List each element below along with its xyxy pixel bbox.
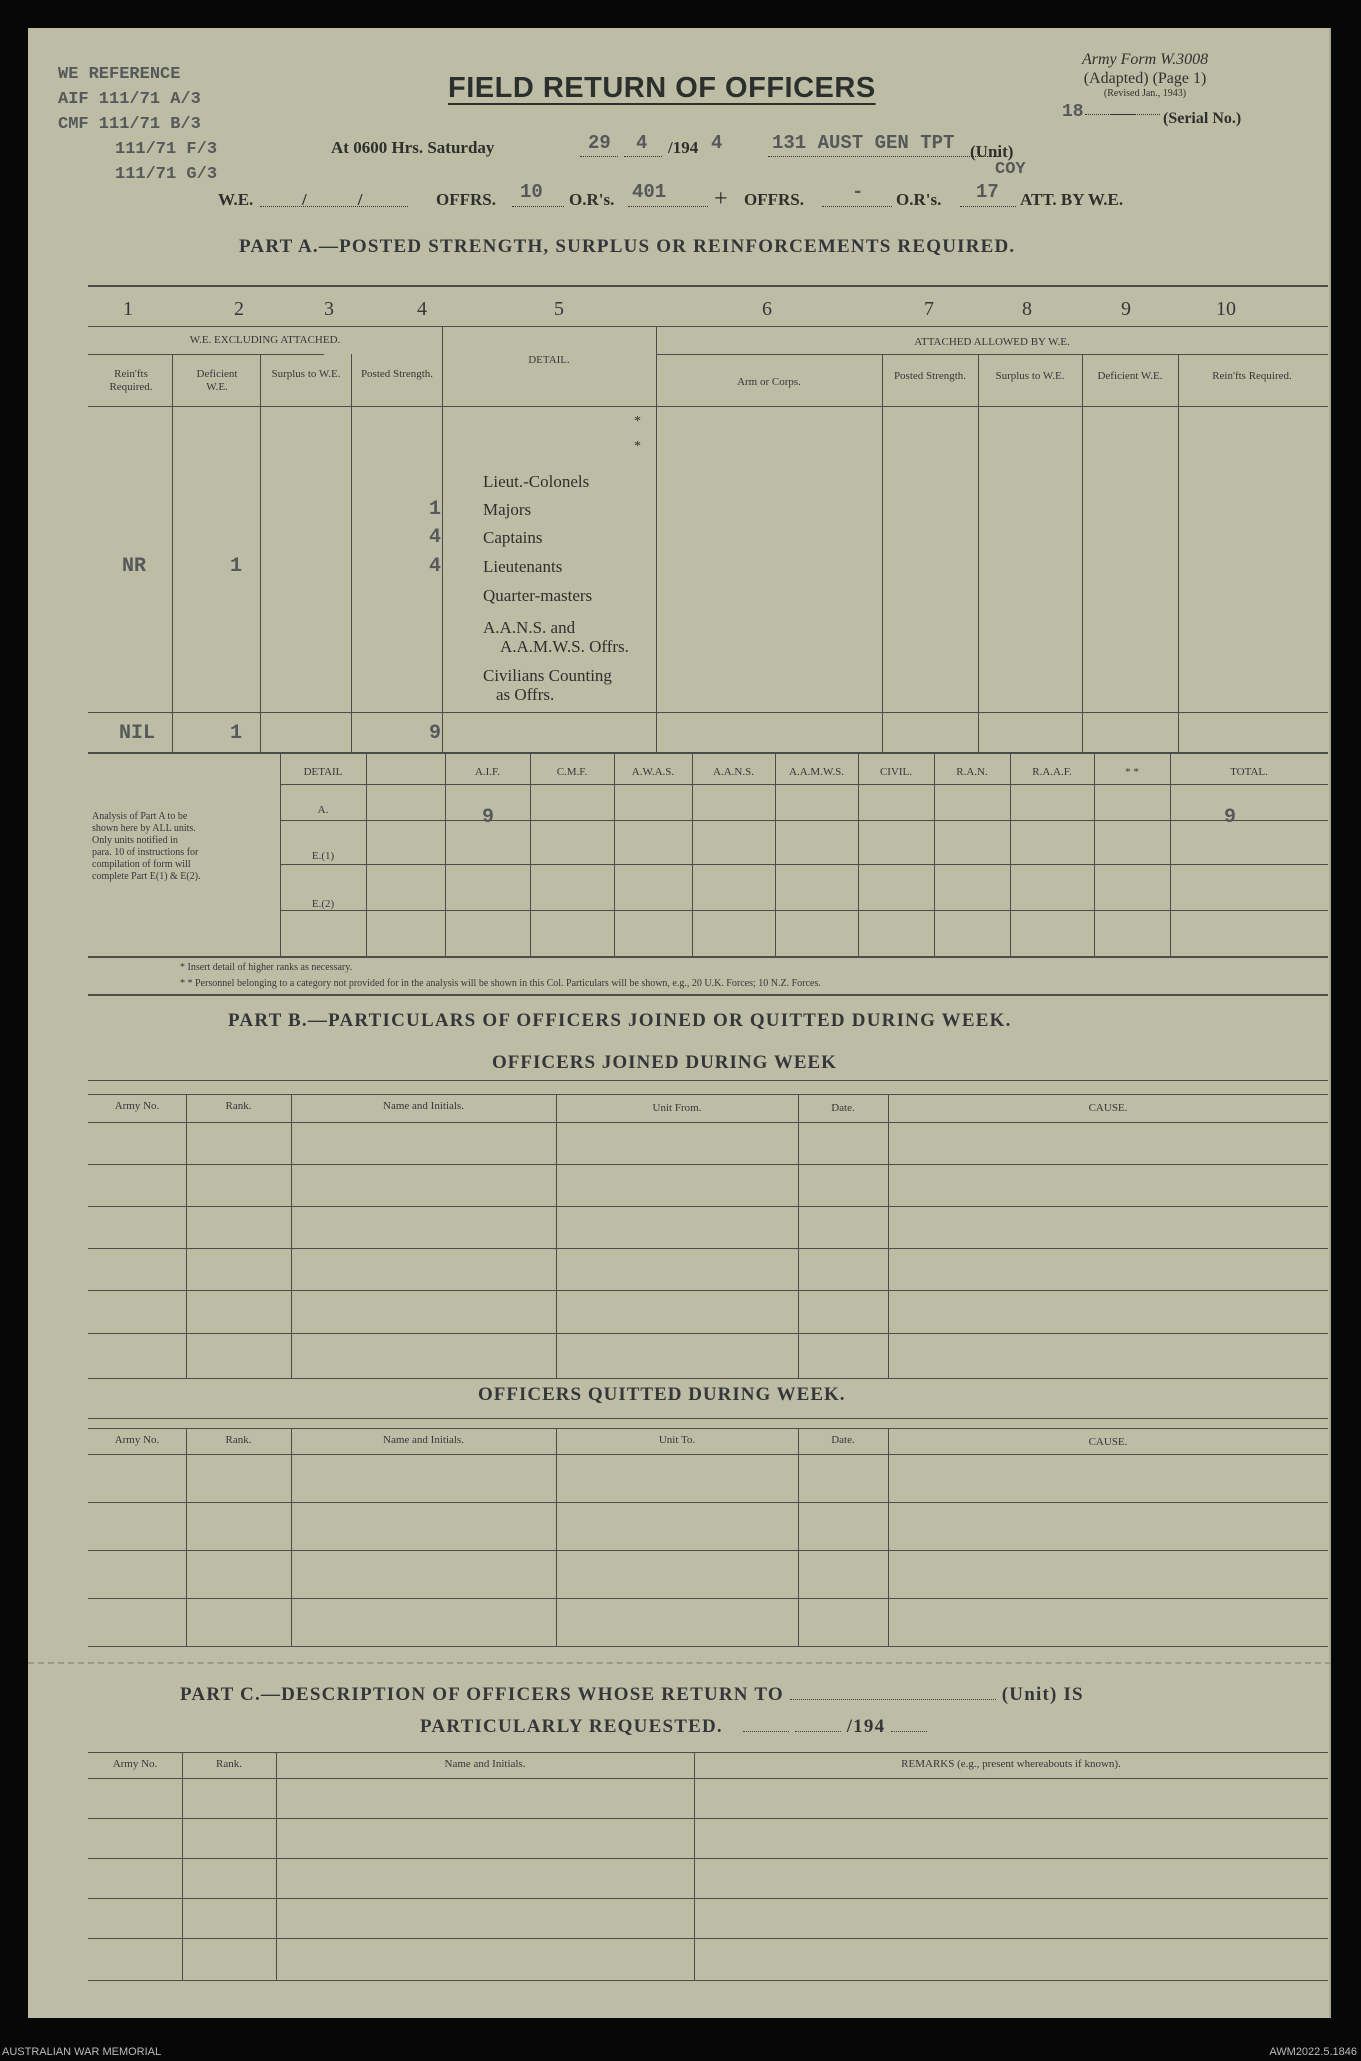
analysis-row-label: E.(2)	[311, 898, 335, 910]
we-reference-line: 111/71 G/3	[115, 165, 218, 184]
rank-label: Majors	[483, 500, 532, 519]
part-b-heading: PART B.—PARTICULARS OF OFFICERS JOINED OR QUITTED DURING WEEK.	[228, 1010, 1012, 1031]
part-c-requested: PARTICULARLY REQUESTED.	[420, 1716, 723, 1737]
part-c-year-blank	[891, 1731, 927, 1732]
arm-corps-head: Arm or Corps.	[737, 376, 801, 388]
analysis-note-line: para. 10 of instructions for	[92, 847, 199, 858]
at-hours-label: At 0600 Hrs. Saturday	[331, 138, 495, 157]
joined-col-head: Army No.	[114, 1100, 160, 1112]
footer-left: AUSTRALIAN WAR MEMORIAL	[2, 2046, 162, 2058]
rank-label: A.A.M.W.S. Offrs.	[500, 637, 629, 656]
ors-label: O.R's.	[569, 190, 615, 209]
serial-value: 18	[1062, 102, 1084, 122]
col-number: 2	[234, 298, 244, 320]
analysis-aif-value: 9	[482, 806, 495, 829]
footnote: * * Personnel belonging to a category not provided for in the analysis will be shown in this Col. Particulars will be shown, e.g., 20 U.K. Forces; 10 N.Z. Forces.	[180, 978, 821, 989]
analysis-head: A.A.N.S.	[713, 766, 754, 778]
analysis-head: A.W.A.S.	[631, 766, 675, 778]
att-label: ATT. BY W.E.	[1020, 190, 1124, 209]
part-c-col-head: REMARKS (e.g., present whereabouts if known).	[901, 1758, 1121, 1770]
part-a-heading: PART A.—POSTED STRENGTH, SURPLUS OR REINFORCEMENTS REQUIRED.	[239, 236, 1016, 257]
unit-line	[768, 156, 1000, 157]
rank-asterisk: *	[634, 439, 641, 454]
analysis-head: CIVIL.	[879, 766, 913, 778]
quitted-col-head: Name and Initials.	[383, 1434, 464, 1446]
rank-asterisk: *	[634, 414, 641, 429]
part-c-col-head: Name and Initials.	[444, 1758, 526, 1770]
perforation	[28, 1662, 1331, 1664]
analysis-head: A.I.F.	[474, 766, 501, 778]
ors-line	[628, 206, 708, 207]
ors2-value: 17	[976, 181, 999, 203]
date-day-line	[580, 156, 618, 157]
analysis-note	[92, 811, 276, 883]
part-c-col-head: Army No.	[112, 1758, 158, 1770]
page-title: FIELD RETURN OF OFFICERS	[448, 72, 876, 104]
reinf-lieutenants: NR	[122, 555, 147, 578]
analysis-note-line: Only units notified in	[92, 835, 178, 846]
col-head: Surplus to W.E.	[995, 370, 1065, 382]
analysis-head: C.M.F.	[556, 766, 588, 778]
offrs-line	[512, 206, 564, 207]
part-c-date-blank	[795, 1731, 841, 1732]
analysis-note-line: Analysis of Part A to be	[92, 811, 188, 822]
total-reinf: NIL	[119, 722, 156, 745]
rank-label: Lieutenants	[483, 557, 563, 576]
form-line: (Adapted) (Page 1)	[1083, 70, 1207, 87]
posted-captains: 4	[429, 526, 442, 549]
we-reference	[58, 62, 217, 187]
form-line: Army Form W.3008	[1082, 51, 1209, 68]
col-number: 6	[762, 298, 772, 320]
form-sheet	[28, 28, 1331, 2018]
offrs2-value: -	[852, 181, 864, 203]
rank-label: as Offrs.	[496, 685, 555, 704]
rank-label: Quarter-masters	[483, 586, 593, 605]
deficient-lieutenants: 1	[230, 555, 243, 578]
offrs-label: OFFRS.	[436, 190, 496, 209]
quitted-col-head: Date.	[831, 1434, 855, 1446]
col-head: Posted Strength.	[360, 368, 434, 380]
analysis-head: R.A.N.	[956, 766, 988, 778]
quitted-col-head: Unit To.	[658, 1434, 696, 1446]
joined-heading: OFFICERS JOINED DURING WEEK	[492, 1052, 837, 1073]
col-number: 8	[1022, 298, 1032, 320]
col-head: Surplus to W.E.	[271, 368, 341, 380]
date-month: 4	[636, 132, 648, 154]
unit-extra: COY	[995, 160, 1026, 179]
analysis-total-value: 9	[1224, 806, 1237, 829]
analysis-row-label: A.	[317, 804, 329, 816]
col-number: 3	[324, 298, 334, 320]
col-number: 9	[1121, 298, 1131, 320]
year-suffix: 4	[711, 132, 723, 154]
rank-label: A.A.N.S. and	[483, 618, 576, 637]
part-a-end-rule	[88, 994, 1328, 996]
col-number: 5	[554, 298, 564, 320]
part-c-heading	[180, 1684, 1084, 1706]
offrs-value: 10	[520, 181, 543, 203]
quitted-col-head: CAUSE.	[1088, 1436, 1128, 1448]
joined-col-head: Rank.	[225, 1100, 252, 1112]
col-number: 1	[123, 298, 133, 320]
quitted-col-head: Rank.	[225, 1434, 252, 1446]
total-posted: 9	[429, 722, 442, 745]
col-number: 7	[924, 298, 934, 320]
analysis-note-line: shown here by ALL units.	[92, 823, 196, 834]
analysis-note-line: compilation of form will	[92, 859, 191, 870]
serial-label: (Serial No.)	[1163, 110, 1242, 127]
col-head: Posted Strength.	[893, 370, 967, 382]
total-deficient: 1	[230, 722, 243, 745]
ors2-line	[960, 206, 1016, 207]
posted-lieutenants: 4	[429, 555, 442, 578]
we-slashes: / /	[302, 190, 363, 209]
rank-label: Civilians Counting	[483, 666, 612, 685]
part-c-col-head: Rank.	[216, 1758, 242, 1770]
joined-col-head: Date.	[831, 1102, 855, 1114]
detail-heading: DETAIL.	[528, 354, 570, 366]
form-line: (Revised Jan., 1943)	[1103, 88, 1187, 99]
analysis-head: R.A.A.F.	[1032, 766, 1072, 778]
joined-col-head: Unit From.	[652, 1102, 702, 1114]
analysis-row-label: E.(1)	[311, 850, 335, 862]
footer-right: AWM2022.5.1846	[1269, 2046, 1357, 2058]
analysis-head: DETAIL	[303, 766, 343, 778]
we-reference-line: 111/71 F/3	[115, 140, 218, 159]
army-form-id	[1082, 50, 1208, 100]
footnote: * Insert detail of higher ranks as necessary.	[180, 962, 353, 973]
col-number: 10	[1216, 298, 1236, 320]
col-head: Deficient W.E.	[1097, 370, 1163, 382]
unit-value: 131 AUST GEN TPT	[772, 132, 955, 154]
col-head: Rein'fts Required.	[1212, 370, 1292, 382]
attached-allowed-heading: ATTACHED ALLOWED BY W.E.	[914, 336, 1070, 348]
rank-label: Lieut.-Colonels	[483, 472, 590, 491]
joined-col-head: CAUSE.	[1088, 1102, 1128, 1114]
rank-label: Captains	[483, 528, 543, 547]
unit-label: (Unit)	[970, 142, 1014, 161]
offrs2-line	[822, 206, 892, 207]
analysis-head: * *	[1125, 766, 1139, 778]
offrs2-label: OFFRS.	[744, 190, 804, 209]
quitted-col-head: Army No.	[114, 1434, 160, 1446]
analysis-head: TOTAL.	[1230, 766, 1268, 778]
joined-col-head: Name and Initials.	[383, 1100, 464, 1112]
we-reference-line: CMF 111/71 B/3	[58, 115, 201, 134]
part-c-line2	[420, 1716, 927, 1738]
part-c-year: /194	[846, 1716, 886, 1737]
ors2-label: O.R's.	[896, 190, 942, 209]
we-excluding-heading: W.E. EXCLUDING ATTACHED.	[189, 334, 341, 346]
part-c-unit-blank	[790, 1699, 996, 1700]
col-head: Deficient W.E.	[196, 368, 238, 393]
date-month-line	[624, 156, 662, 157]
year-prefix: /194	[668, 138, 699, 157]
plus-sign: +	[714, 186, 728, 212]
col-head: Rein'fts Required.	[109, 368, 153, 393]
analysis-head: A.A.M.W.S.	[789, 766, 844, 778]
ors-value: 401	[632, 181, 667, 203]
analysis-note-line: complete Part E(1) & E(2).	[92, 871, 201, 882]
quitted-heading: OFFICERS QUITTED DURING WEEK.	[478, 1384, 846, 1405]
we-label: W.E.	[218, 190, 254, 209]
part-c-heading-post: (Unit) IS	[1001, 1684, 1084, 1705]
serial-blank	[1110, 114, 1160, 115]
posted-majors: 1	[429, 498, 442, 521]
we-reference-line: WE REFERENCE	[58, 65, 181, 84]
we-reference-line: AIF 111/71 A/3	[58, 90, 201, 109]
col-number: 4	[417, 298, 427, 320]
part-c-date-blank	[743, 1731, 789, 1732]
part-c-heading-pre: PART C.—DESCRIPTION OF OFFICERS WHOSE RETURN TO	[180, 1684, 784, 1705]
date-day: 29	[588, 132, 611, 154]
